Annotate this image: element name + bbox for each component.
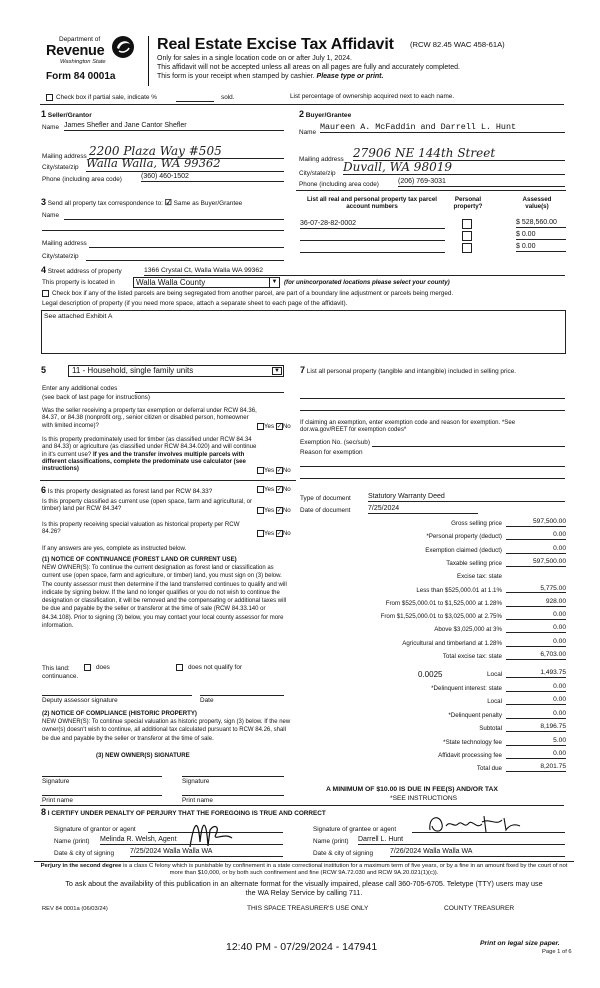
- divider: [34, 861, 574, 862]
- section3-mailing-field[interactable]: [89, 247, 284, 248]
- tax-row-label: Gross selling price: [451, 520, 502, 527]
- sold-label: sold.: [221, 94, 235, 101]
- seller-heading: 1 Seller/Grantor: [41, 109, 92, 119]
- print-name-label-1: Print name: [42, 797, 73, 804]
- forest-yes-checkbox[interactable]: [257, 486, 264, 493]
- property-located-label: This property is located in: [42, 279, 115, 286]
- deputy-signature-label: Deputy assessor signature: [42, 697, 118, 704]
- tax-row-label: Local: [487, 698, 502, 706]
- department-of-label: Department of: [59, 36, 101, 43]
- buyer-city-label: City/state/zip: [299, 170, 336, 177]
- legal-description-field[interactable]: [41, 310, 566, 354]
- buyer-mailing-label: Mailing address: [299, 156, 344, 163]
- minimum-due-note: A MINIMUM OF $10.00 IS DUE IN FEE(S) AND/OR TAX: [326, 786, 498, 793]
- buyer-name-label: Name: [299, 129, 317, 136]
- form-title: Real Estate Excise Tax Affidavit: [157, 36, 394, 53]
- divider: [40, 805, 564, 806]
- grantee-date-label: Date & city of signing: [313, 850, 374, 857]
- divider: [296, 190, 566, 191]
- exemption-no-field[interactable]: [372, 446, 565, 447]
- personal-property-checkbox-3[interactable]: [462, 243, 472, 253]
- forest-yes-no: Yes ✓No: [257, 486, 291, 494]
- historic-yes-no: Yes ✓No: [257, 530, 291, 538]
- legal-size-note: Print on legal size paper.: [480, 940, 560, 947]
- segregated-label: Check box if any of the listed parcels are being segregated from another parcel, are part of a boundary line adjustment or parcels being merged.: [52, 290, 454, 297]
- tax-row-label: From $525,000.01 to $1,525,000 at 1.28%: [385, 599, 502, 607]
- section3-name-field-2[interactable]: [42, 230, 284, 231]
- buyer-name-field[interactable]: Maureen A. McFaddin and Darrell L. Hunt: [320, 122, 565, 133]
- tax-row-value[interactable]: 6,703.00: [506, 651, 566, 660]
- new-owner-signature-2[interactable]: [182, 776, 284, 777]
- see-back-label: (see back of last page for instructions): [42, 394, 150, 401]
- notice-compliance-title: (2) NOTICE OF COMPLIANCE (HISTORIC PROPERTY): [42, 710, 197, 717]
- tax-row-value[interactable]: 0.00: [506, 531, 566, 540]
- local-tax-value[interactable]: 1,493.75: [506, 669, 566, 678]
- current-use-yes-no: Yes ✓No: [257, 507, 291, 515]
- new-owner-signature-title: (3) NEW OWNER(S) SIGNATURE: [96, 752, 190, 759]
- tax-row-value[interactable]: 0.00: [506, 611, 566, 620]
- tax-row-label: *Delinquent interest: state: [431, 685, 502, 692]
- exemption-reason-field-1[interactable]: [300, 466, 565, 467]
- section8-heading: 8 I CERTIFY UNDER PENALTY OF PERJURY THAT THE FOREGOING IS TRUE AND CORRECT: [41, 807, 326, 817]
- deputy-signature-field[interactable]: [42, 695, 192, 696]
- partial-sale-checkbox[interactable]: [46, 94, 53, 101]
- tax-row-value[interactable]: 8,201.75: [506, 763, 566, 772]
- legal-description-text: See attached Exhibit A: [44, 313, 113, 320]
- land-does-checkbox[interactable]: [84, 664, 91, 671]
- tax-row-label: *Personal property (deduct): [426, 533, 502, 541]
- exemption-question: Was the seller receiving a property tax exemption or deferral under RCW 84.36, 84.37, or 84.38 (nonprofit org., senior citizen or disabled person, homeowner with limited income)?: [42, 407, 257, 429]
- dor-logo: [44, 34, 144, 86]
- exemption-no-label: Exemption No. (sec/sub): [300, 439, 370, 446]
- county-select-value: Walla Walla County: [136, 278, 206, 287]
- current-use-no-checkbox[interactable]: ✓: [276, 508, 282, 514]
- tax-row-label: Total due: [476, 765, 502, 773]
- grantor-date-label: Date & city of signing: [54, 850, 115, 857]
- buyer-heading: 2 Buyer/Grantee: [299, 109, 352, 119]
- exemption-no-checkbox[interactable]: ✓: [276, 424, 282, 430]
- page-number: Page 1 of 6: [542, 949, 572, 955]
- divider: [40, 480, 296, 481]
- current-use-yes-checkbox[interactable]: [257, 507, 264, 514]
- grantor-date-field[interactable]: 7/25/2024 Walla Walla WA: [130, 848, 283, 857]
- tax-row-label: Above $3,025,000 at 3%: [434, 626, 502, 634]
- parcel-number-3[interactable]: [300, 252, 445, 253]
- forest-no-checkbox[interactable]: ✓: [276, 487, 282, 493]
- buyer-city-field[interactable]: Duvall, WA 98019: [343, 160, 565, 175]
- timber-question: Is this property predominately used for timber (as classified under RCW 84.34 and 84.33) or agriculture (as classified under RCW 84.34.020) and will continue in it's current use? If yes and the transfer involves multiple parcels with different classifications, complete the predominate use calculator (see instructions): [42, 436, 257, 473]
- use-code-value: 11 - Household, single family units: [72, 366, 194, 375]
- form-rcw: (RCW 82.45 WAC 458-61A): [410, 40, 505, 49]
- seller-city-label: City/state/zip: [42, 164, 79, 171]
- grantor-name-label: Name (print): [54, 838, 90, 845]
- grantee-signature-image: [424, 812, 534, 836]
- tax-row-label: *Delinquent penalty: [448, 711, 502, 719]
- county-select[interactable]: [133, 277, 280, 288]
- tax-row-label: Affidavit processing fee: [438, 752, 502, 759]
- new-owner-print-name-1[interactable]: [42, 795, 162, 796]
- recording-stamp: 12:40 PM - 07/29/2024 - 147941: [226, 941, 378, 953]
- tax-row-label: Agricultural and timberland at 1.28%: [402, 639, 502, 647]
- seller-name-field[interactable]: James Shefler and Jane Cantor Shefler: [64, 122, 284, 131]
- form-number: Form 84 0001a: [46, 71, 116, 82]
- signature-label-1: Signature: [42, 778, 70, 785]
- tax-row-value[interactable]: 0.00: [506, 638, 566, 647]
- buyer-mailing-field[interactable]: 27906 NE 144th Street: [353, 146, 565, 161]
- chevron-down-icon: ▼: [269, 278, 279, 287]
- tax-row-label: Total excise tax: state: [442, 653, 502, 660]
- seller-phone-field[interactable]: (360) 460-1502: [141, 173, 284, 182]
- personal-property-field-2[interactable]: [300, 410, 565, 411]
- tax-row-value[interactable]: 0.00: [506, 545, 566, 554]
- current-use-question: Is this property classified as current use (open space, farm and agricultural, or timber) land per RCW 84.34?: [42, 498, 252, 513]
- list-percent-label: List percentage of ownership acquired next to each name.: [290, 93, 455, 100]
- tax-row-label: Exemption claimed (deduct): [425, 546, 502, 554]
- deputy-date-label: Date: [200, 697, 214, 704]
- revision-label: REV 84 0001a (06/03/24): [42, 906, 108, 912]
- buyer-phone-label: Phone (including area code): [299, 181, 379, 188]
- legal-description-label: Legal description of property (if you need more space, attach a separate sheet to each page of the affidavit).: [42, 300, 348, 307]
- print-name-label-2: Print name: [182, 797, 213, 804]
- historic-question: Is this property receiving special valuation as historical property per RCW 84.26?: [42, 521, 240, 536]
- seller-mailing-label: Mailing address: [42, 153, 87, 160]
- chevron-down-icon: ▼: [272, 367, 282, 375]
- grantee-signature-label: Signature of grantee or agent: [313, 826, 397, 833]
- section4-heading: 4 Street address of property: [41, 265, 122, 275]
- tax-row-label: From $1,525,000.01 to $3,025,000 at 2.75%: [380, 613, 502, 621]
- doc-type-field[interactable]: Statutory Warranty Deed: [368, 493, 565, 502]
- exemption-reason-field-2[interactable]: [300, 478, 565, 479]
- deputy-date-field[interactable]: [200, 695, 284, 696]
- tax-row-value[interactable]: 0.00: [506, 710, 566, 719]
- tax-row-value[interactable]: 597,500.00: [506, 558, 566, 567]
- this-land-label: This land:: [42, 665, 70, 672]
- same-as-buyer-checkbox[interactable]: ☑: [164, 198, 172, 207]
- seller-mailing-field[interactable]: 2200 Plaza Way #505: [89, 144, 284, 159]
- grantee-date-field[interactable]: 7/26/2024 Walla Walla WA: [390, 848, 565, 857]
- parcel-number-1[interactable]: 36-07-28-82-0002: [300, 220, 445, 229]
- assessed-value-header: Assessed value(s): [522, 196, 552, 211]
- tax-row-value[interactable]: 0.00: [506, 624, 566, 633]
- partial-percent-field[interactable]: [176, 101, 214, 102]
- grantee-name-label: Name (print): [313, 838, 349, 845]
- tax-row-value[interactable]: 928.00: [506, 598, 566, 607]
- county-treasurer-label: COUNTY TREASURER: [444, 905, 515, 912]
- assessed-value-1[interactable]: $ 528,560.00: [516, 219, 566, 228]
- header-sub3: This form is your receipt when stamped by cashier. Please type or print.: [157, 73, 384, 80]
- assessed-value-3[interactable]: $ 0.00: [516, 243, 566, 252]
- historic-no-checkbox[interactable]: ✓: [276, 531, 282, 537]
- unincorporated-note: (for unincorporated locations please select your county): [284, 279, 450, 286]
- tax-row-label: Less than $525,000.01 at 1.1%: [416, 586, 502, 594]
- revenue-label: Revenue: [46, 43, 105, 59]
- local-rate-value: 0.0025: [418, 670, 443, 679]
- timber-yes-no: Yes ✓No: [257, 467, 291, 475]
- header-sub2: This affidavit will not be accepted unless all areas on all pages are fully and accurately completed.: [157, 64, 460, 71]
- tax-row-label: Excise tax: state: [456, 573, 502, 581]
- exemption-claim-text: If claiming an exemption, enter exemption code and reason for exemption. *See dor.wa.gov/REET for exemption codes*: [300, 419, 516, 434]
- use-code-select[interactable]: [68, 365, 284, 377]
- grantor-signature-image: [180, 812, 270, 852]
- timber-no-checkbox[interactable]: ✓: [276, 468, 282, 474]
- land-does-not-label: does not qualify for: [188, 664, 242, 671]
- exemption-yes-no: Yes ✓No: [257, 423, 291, 431]
- seller-city-field[interactable]: Walla Walla, WA 99362: [86, 157, 284, 172]
- exemption-yes-checkbox[interactable]: [257, 423, 264, 430]
- signature-label-2: Signature: [182, 778, 210, 785]
- section3-heading: 3 Send all property tax correspondence to: ☑ Same as Buyer/Grantee: [41, 197, 243, 207]
- seller-name-label: Name: [42, 124, 60, 131]
- doc-date-field[interactable]: 7/25/2024: [368, 505, 478, 514]
- property-street-field[interactable]: 1366 Crystal Ct, Walla Walla WA 99362: [144, 267, 565, 276]
- grantor-signature-label: Signature of grantor or agent: [54, 826, 136, 833]
- perjury-notice: Perjury in the second degree is a class C felony which is punishable by confinement in a state correctional institution for a maximum term of five years, or by a fine in an amount fixed by the court of not more than $10,000, or by both such confinement and fine (RCW 9A.72.030 and RCW 9A.20.021(1)(c)).: [40, 863, 568, 876]
- personal-property-header: Personal property?: [453, 196, 483, 211]
- tax-row-label: Taxable selling price: [446, 559, 502, 567]
- see-instructions-note: *SEE INSTRUCTIONS: [390, 795, 458, 802]
- land-does-not-checkbox[interactable]: [176, 664, 183, 671]
- section3-name-field[interactable]: [64, 219, 284, 220]
- divider: [40, 104, 564, 105]
- tax-row-value[interactable]: 0.00: [506, 750, 566, 759]
- parcel-number-2[interactable]: [300, 240, 445, 241]
- section5-num: 5: [41, 365, 47, 375]
- seller-phone-label: Phone (including area code): [42, 176, 122, 183]
- grantee-name-field[interactable]: Darrell L. Hunt: [358, 836, 565, 845]
- forest-question: 6 Is this property designated as forest land per RCW 84.33?: [41, 485, 213, 495]
- section3-mailing-label: Mailing address: [42, 240, 87, 247]
- notice-continuance-body: NEW OWNER(S): To continue the current designation as forest land or classification as current use (open space, farm and agriculture, or timber) land, you must sign on (3) below. The county assessor must then determine if the land transferred continues to qualify and will indicate by signing below. If the land no longer qualifies or you do not wish to continue the designation or classification, it will be removed and the compensating or additional taxes will be due and payable by the seller or transferor at the time of sale (RCW 84.33.140 or 84.34.108). Prior to signing (3) below, you may contact your local county assessor for more information.: [42, 565, 287, 630]
- section7-heading: 7 List all personal property (tangible and intangible) included in selling price.: [300, 365, 517, 375]
- header-divider: [148, 36, 149, 86]
- tax-row-label: Subtotal: [479, 725, 502, 733]
- additional-codes-label: Enter any additional codes: [42, 385, 118, 392]
- tax-row-value[interactable]: 0.00: [506, 696, 566, 705]
- assessed-value-2[interactable]: $ 0.00: [516, 231, 566, 240]
- doc-date-label: Date of document: [300, 507, 351, 514]
- alt-format-notice: To ask about the availability of this publication in an alternate format for the visually impaired, please call 360-705-6705. Teletype (TTY) users may use the WA Relay Service by calling 711.: [65, 879, 543, 897]
- section3-name-label: Name: [42, 212, 60, 219]
- washington-state-label: Washington State: [60, 59, 106, 65]
- tax-row-value[interactable]: 5.00: [506, 737, 566, 746]
- tax-row-value[interactable]: 0.00: [506, 683, 566, 692]
- tax-row-label: *State technology fee: [443, 738, 502, 746]
- new-owner-signature-1[interactable]: [42, 776, 162, 777]
- revenue-swoosh-icon: [110, 34, 136, 60]
- section3-city-field[interactable]: [86, 260, 284, 261]
- additional-codes-field[interactable]: [135, 392, 284, 393]
- tax-row-value[interactable]: 8,196.75: [506, 723, 566, 732]
- new-owner-print-name-2[interactable]: [182, 795, 284, 796]
- buyer-phone-field[interactable]: (206) 769-3031: [398, 178, 565, 187]
- notice-compliance-body: NEW OWNER(S): To continue special valuation as historic property, sign (3) below. If the new owner(s) doesn't wish to continue, all additional tax calculated pursuant to RCW 84.26, shall be due and payable by the seller or transferor at the time of sale.: [42, 719, 291, 742]
- personal-property-checkbox-2[interactable]: [462, 231, 472, 241]
- if-yes-note: If any answers are yes, complete as instructed below.: [42, 545, 187, 552]
- section3-city-label: City/state/zip: [42, 253, 79, 260]
- tax-row-value[interactable]: 5,775.00: [506, 585, 566, 594]
- timber-yes-checkbox[interactable]: [257, 467, 264, 474]
- partial-sale-label: Check box if partial sale, indicate %: [56, 94, 157, 101]
- doc-type-label: Type of document: [300, 495, 351, 502]
- personal-property-field-1[interactable]: [300, 398, 565, 399]
- tax-row-value[interactable]: 597,500.00: [506, 518, 566, 527]
- header-sub1: Only for sales in a single location code on or after July 1, 2024.: [157, 55, 352, 62]
- parcel-header: List all real and personal property tax parcel account numbers: [307, 196, 437, 211]
- land-does-label: does: [96, 664, 110, 671]
- local-tax-label: Local: [487, 671, 503, 678]
- continuance-label: continuance.: [42, 673, 79, 680]
- segregated-checkbox[interactable]: [42, 290, 49, 297]
- grantor-name-field[interactable]: Melinda R. Welsh, Agent: [100, 836, 283, 845]
- treasurer-use-label: THIS SPACE TREASURER'S USE ONLY: [247, 905, 369, 912]
- exemption-reason-label: Reason for exemption: [300, 449, 363, 456]
- personal-property-checkbox-1[interactable]: [462, 219, 472, 229]
- notice-continuance-title: (1) NOTICE OF CONTINUANCE (FOREST LAND OR CURRENT USE): [42, 556, 237, 563]
